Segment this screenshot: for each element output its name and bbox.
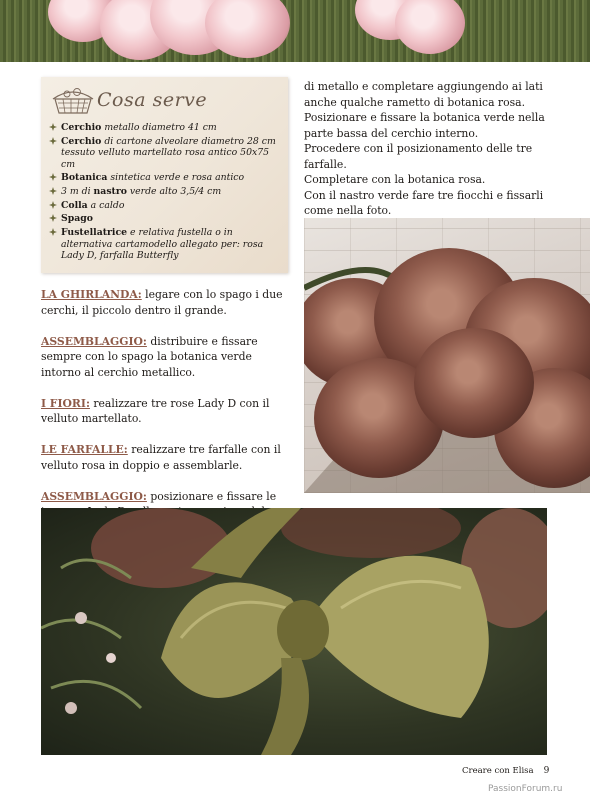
list-item: Botanica sintetica verde e rosa antico (49, 172, 281, 184)
list-item: Cerchio di cartone alveolare diametro 28 cm tessuto velluto martellato rosa antico 50x75 cm (49, 136, 281, 171)
leaf-bullet-icon (49, 137, 57, 145)
list-item: Spago (49, 213, 281, 225)
card-header (49, 83, 279, 119)
step-paragraph: ASSEMBLAGGIO: distribuire e fissare sempre con lo spago la botanica verde intorno al cerchio metallico. (41, 334, 258, 379)
step-label: LA GHIRLANDA: (41, 288, 142, 301)
leaf-bullet-icon (49, 123, 57, 131)
step-paragraph: LA GHIRLANDA: legare con lo spago i due cerchi, il piccolo dentro il grande. (41, 288, 283, 317)
list-item: Colla a caldo (49, 200, 281, 212)
rose-wreath-photo (304, 218, 590, 493)
list-item: Cerchio metallo diametro 41 cm (49, 122, 281, 134)
step-paragraph: LE FARFALLE: realizzare tre farfalle con il velluto rosa in doppio e assemblarle. (41, 443, 281, 472)
top-flower-photo (0, 0, 590, 62)
materials-card (41, 77, 288, 273)
green-bow-photo (41, 508, 547, 755)
leaf-bullet-icon (49, 173, 57, 181)
magazine-name: Creare con Elisa (462, 766, 534, 776)
list-item: 3 m di nastro verde alto 3,5/4 cm (49, 186, 281, 198)
step-label: ASSEMBLAGGIO: (41, 489, 147, 503)
step-paragraph: ASSEMBLAGGIO: posizionare e fissare le (41, 489, 277, 503)
leaf-bullet-icon (49, 187, 57, 195)
leaf-bullet-icon (49, 201, 57, 209)
page-number: 9 (543, 766, 550, 776)
list-item: Fustellatrice e relativa fustella o in alternativa cartamodello allegato per: rosa Lady D, farfalla Butterfly (49, 227, 281, 262)
materials-list (49, 122, 281, 264)
step-label: ASSEMBLAGGIO: (41, 334, 147, 348)
watermark: PassionForum.ru (488, 784, 563, 794)
instructions-right: di metallo e completare aggiungendo ai lati anche qualche rametto di botanica rosa. Posizionare e fissare la botanica verde nella parte bassa del cerchio interno. Procedere con il posizionamento delle tre farfalle. Completare con la botanica rosa. Con il nastro verde fare tre fiocchi e fissarli come nella foto. (304, 80, 545, 217)
card-title: Cosa serve (97, 89, 208, 111)
step-paragraph: I FIORI: realizzare tre rose Lady D con il velluto martellato. (41, 396, 270, 425)
page-footer (462, 766, 549, 776)
basket-icon (49, 83, 97, 117)
leaf-bullet-icon (49, 214, 57, 222)
leaf-bullet-icon (49, 228, 57, 236)
step-label: I FIORI: (41, 396, 90, 410)
step-label: LE FARFALLE: (41, 443, 128, 456)
